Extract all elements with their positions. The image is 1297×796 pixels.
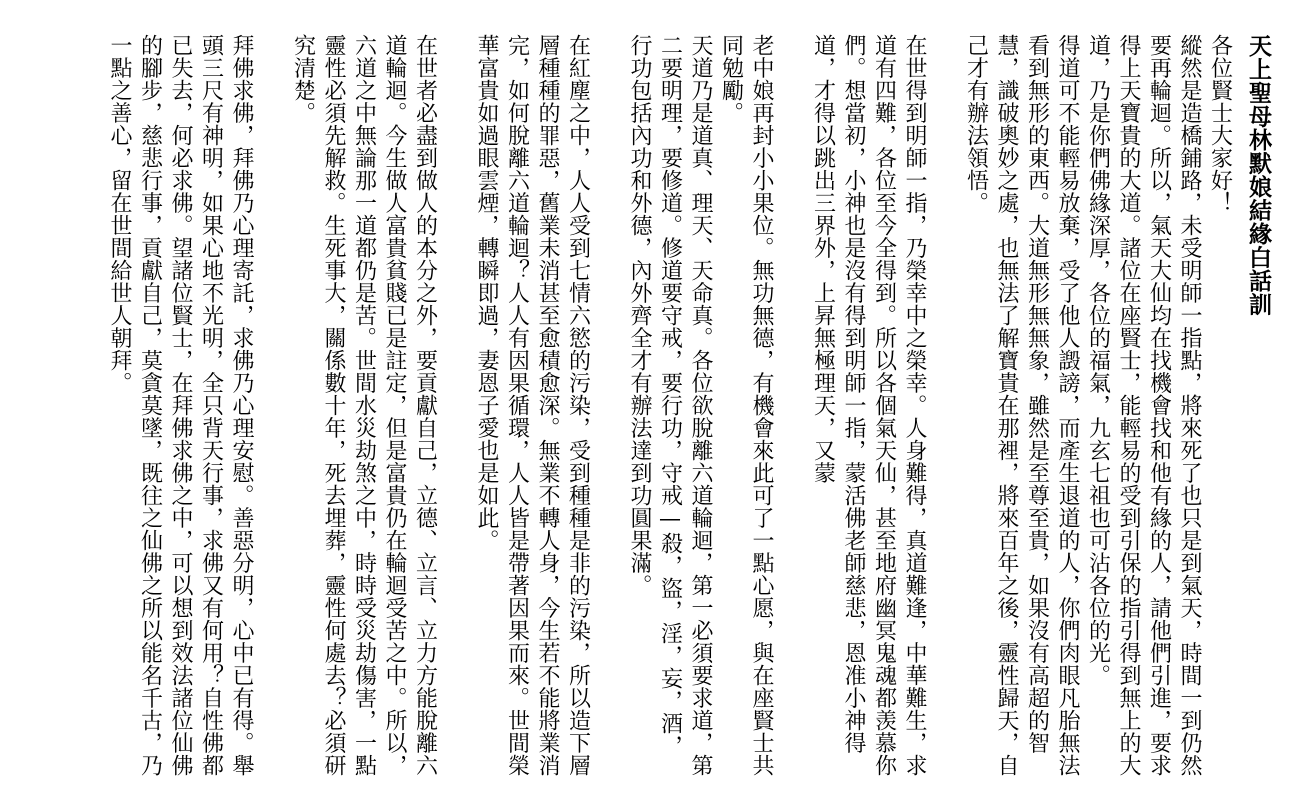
paragraph: 天道乃是道真、理天、天命真。各位欲脫離六道輪迴，第一必須要求道，第二要明理，要修道。修道要守戒，要行功，守戒—殺，盜，淫，妄，酒，行功包括內功和外德，內外齊全才有辦法達到功圓果滿。 — [627, 34, 713, 777]
document-body — [33, 34, 1273, 779]
paragraph: 在紅塵之中，人人受到七情六慾的污染，受到種種是非的污染，所以造下層層種種的罪惡，舊業未消甚至愈積愈深。無業不轉人身，今生若不能將業消完，如何脫離六道輪迴？人人有因果循環，人人皆是帶著因果而來。世間榮華富貴如過眼雲煙，轉瞬即過，妻恩子愛也是如此。 — [474, 34, 591, 777]
paragraph-greeting: 各位賢士大家好！ — [1207, 34, 1233, 214]
paragraph: 老中娘再封小小果位。無功無德，有機會來此可了一點心愿，與在座賢士共同勉勵。 — [718, 34, 774, 777]
paragraph: 拜佛求佛，拜佛乃心理寄託，求佛乃心理安慰。善惡分明，心中已有得。舉頭三尺有神明，如果心地不光明，全只背天行事，求佛又有何用？自性佛都已失去，何必求佛。望諸位賢士，在拜佛求佛之中，可以想到效法諸位仙佛的腳步，慈悲行事，貢獻自己，莫貪莫墜，既往之仙佛之所以能名千古，乃一點之善心，留在世間給世人朝拜。 — [107, 34, 254, 777]
paragraph: 在世得到明師一指，乃榮幸中之榮幸。人身難得，真道難逢，中華難生，求道有四難，各位至今全得到。所以各個氣天仙，甚至地府幽冥鬼魂都羡慕你們。想當初，小神也是沒有得到明師一指，蒙活佛老師慈悲，恩准小神得道，才得以跳出三界外，上昇無極理天，又蒙 — [810, 34, 927, 777]
paragraph: 得道可不能輕易放棄，受了他人譭謗，而產生退道的人，你們肉眼凡胎無法看到無形的東西。大道無形無無象，雖然是至尊至貴，如果沒有高超的智慧，識破奧妙之處，也無法了解寶貴在那裡，將來百年之後，靈性歸天，自己才有辦法領悟。 — [963, 34, 1080, 777]
paragraph: 在世者必盡到做人的本分之外，要貢獻自己，立德、立言、立力方能脫離六道輪迴。今生做人富貴貧賤已是註定，但是富貴仍在輪迴受苦之中。所以，六道之中無論那一道都仍是苦。世間水災劫煞之中，時時受災劫傷害，一點靈性必須先解救。生死事大，關係數十年，死去埋葬，靈性何處去？必須研究清楚。 — [290, 34, 438, 777]
document-title: 天上聖母林默娘結緣白話訓 — [1245, 34, 1272, 316]
paragraph: 縱然是造橋鋪路，未受明師一指點，將來死了也只是到氣天，時間一到仍然要再輪迴。所以，氣天大仙均在找機會找和他有緣的人，請他們引進，要求得上天寶貴的大道。諸位在座賢士，能輕易的受到引保的指引得到無上的大道，乃是你們佛緣深厚，各位的福氣，九玄七祖也可沾各位的光。 — [1085, 34, 1202, 777]
